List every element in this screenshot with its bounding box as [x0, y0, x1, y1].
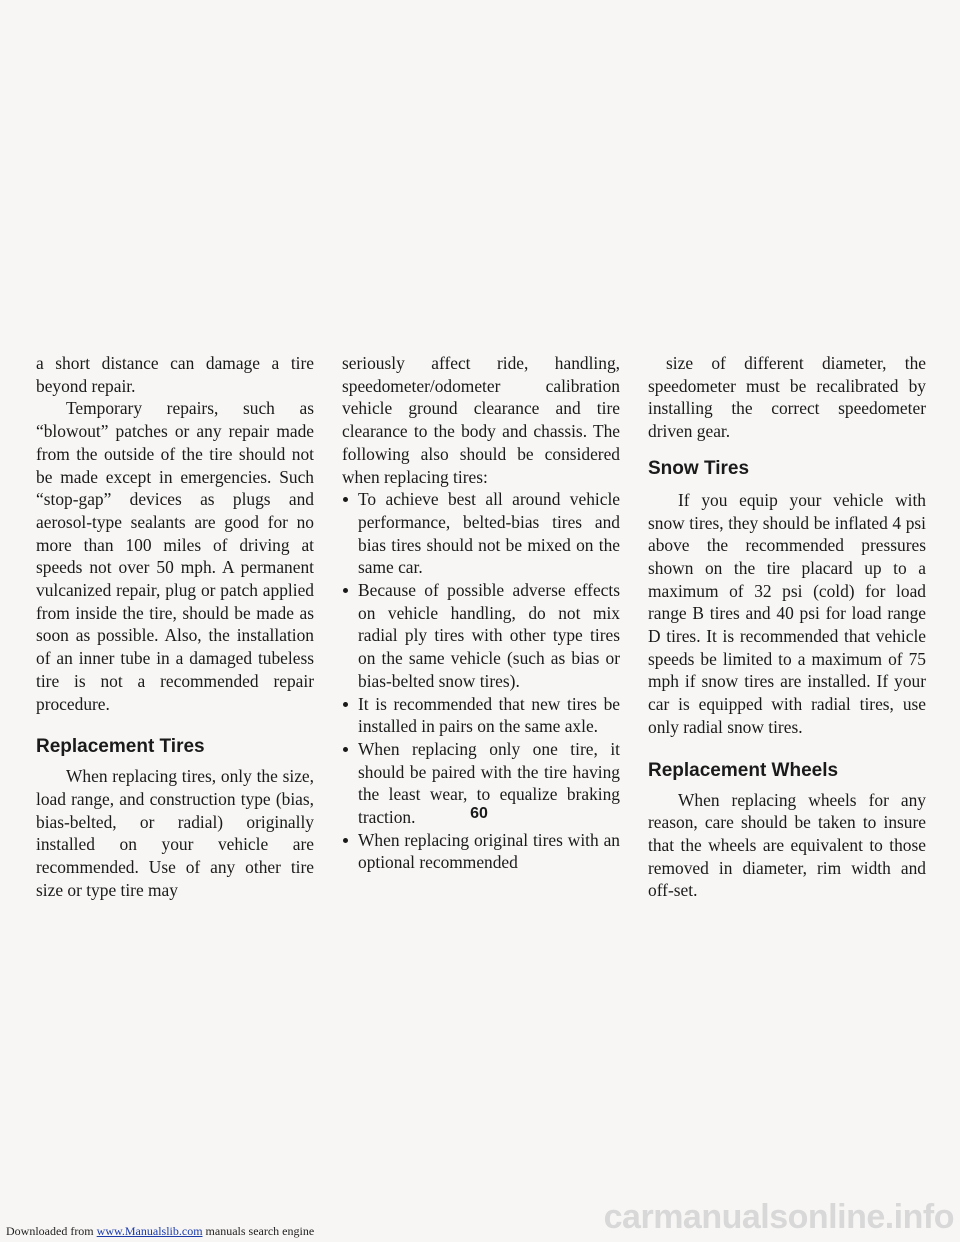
list-item: When replacing only one tire, it should be paired with the tire having the least wear, to equalize braking traction.: [342, 738, 620, 829]
watermark: carmanualsonline.info: [603, 1198, 954, 1236]
list-item: Because of possible adverse effects on vehicle handling, do not mix radial ply tires with other type tires on the same vehicle (such as bias or bias-belted snow tires).: [342, 579, 620, 693]
column-middle: [342, 352, 620, 874]
body-paragraph: size of different diameter, the speedometer must be recalibrated by installing the correct speedometer driven gear.: [648, 353, 926, 442]
body-paragraph: seriously affect ride, handling, speedometer/odometer calibration vehicle ground clearance and tire clearance to the body and chassis. The following also should be considered when replacing tires:: [342, 353, 620, 487]
footer-prefix: Downloaded from: [6, 1224, 97, 1238]
list-item: When replacing original tires with an optional recommended: [342, 829, 620, 874]
list-item: It is recommended that new tires be installed in pairs on the same axle.: [342, 693, 620, 738]
footer-download-note: [6, 1224, 314, 1239]
bullet-icon: [343, 497, 348, 502]
footer-suffix: manuals search engine: [202, 1224, 315, 1238]
bullet-icon: [343, 702, 348, 707]
body-paragraph: a short distance can damage a tire beyond repair.: [36, 353, 314, 396]
bullet-icon: [343, 838, 348, 843]
column-left: [36, 352, 314, 901]
column-right: [648, 352, 926, 902]
manualslib-link[interactable]: www.Manualslib.com: [96, 1224, 203, 1238]
heading-replacement-wheels: Replacement Wheels: [648, 759, 839, 781]
list-item: To achieve best all around vehicle performance, belted-bias tires and bias tires should not be mixed on the same car.: [342, 488, 620, 579]
body-paragraph: If you equip your vehicle with snow tires, they should be inflated 4 psi above the recommended pressures shown on the tire placard up to a maximum of 32 psi (cold) for load range B tires and 40 psi for load range D tires. It is recommended that vehicle speeds be limited to a maximum of 75 mph if snow tires are installed. If your car is equipped with radial tires, use only radial snow tires.: [648, 489, 926, 737]
bullet-icon: [343, 588, 348, 593]
heading-snow-tires: Snow Tires: [648, 457, 750, 479]
body-paragraph: When replacing tires, only the size, load range, and construction type (bias, bias-belted, or radial) originally installed on your vehicle are recommended. Use of any other tire size or type tire may: [36, 766, 314, 900]
body-paragraph: When replacing wheels for any reason, care should be taken to insure that the wheels are equivalent to those removed in diameter, rim width and off-set.: [648, 789, 926, 901]
body-paragraph: Temporary repairs, such as “blowout” patches or any repair made from the outside of the tire should not be made except in emergencies. Such “stop-gap” devices as plugs and aerosol-type sealants are good for no more than 100 miles of driving at speeds not over 50 mph. A permanent vulcanized repair, plug or patch applied from inside the tire, should be made as soon as possible. Also, the installation of an inner tube in a damaged tubeless tire is not a recommended repair procedure.: [36, 398, 314, 714]
bullet-icon: [343, 747, 348, 752]
heading-replacement-tires: Replacement Tires: [36, 736, 205, 758]
page-number: 60: [470, 805, 488, 822]
